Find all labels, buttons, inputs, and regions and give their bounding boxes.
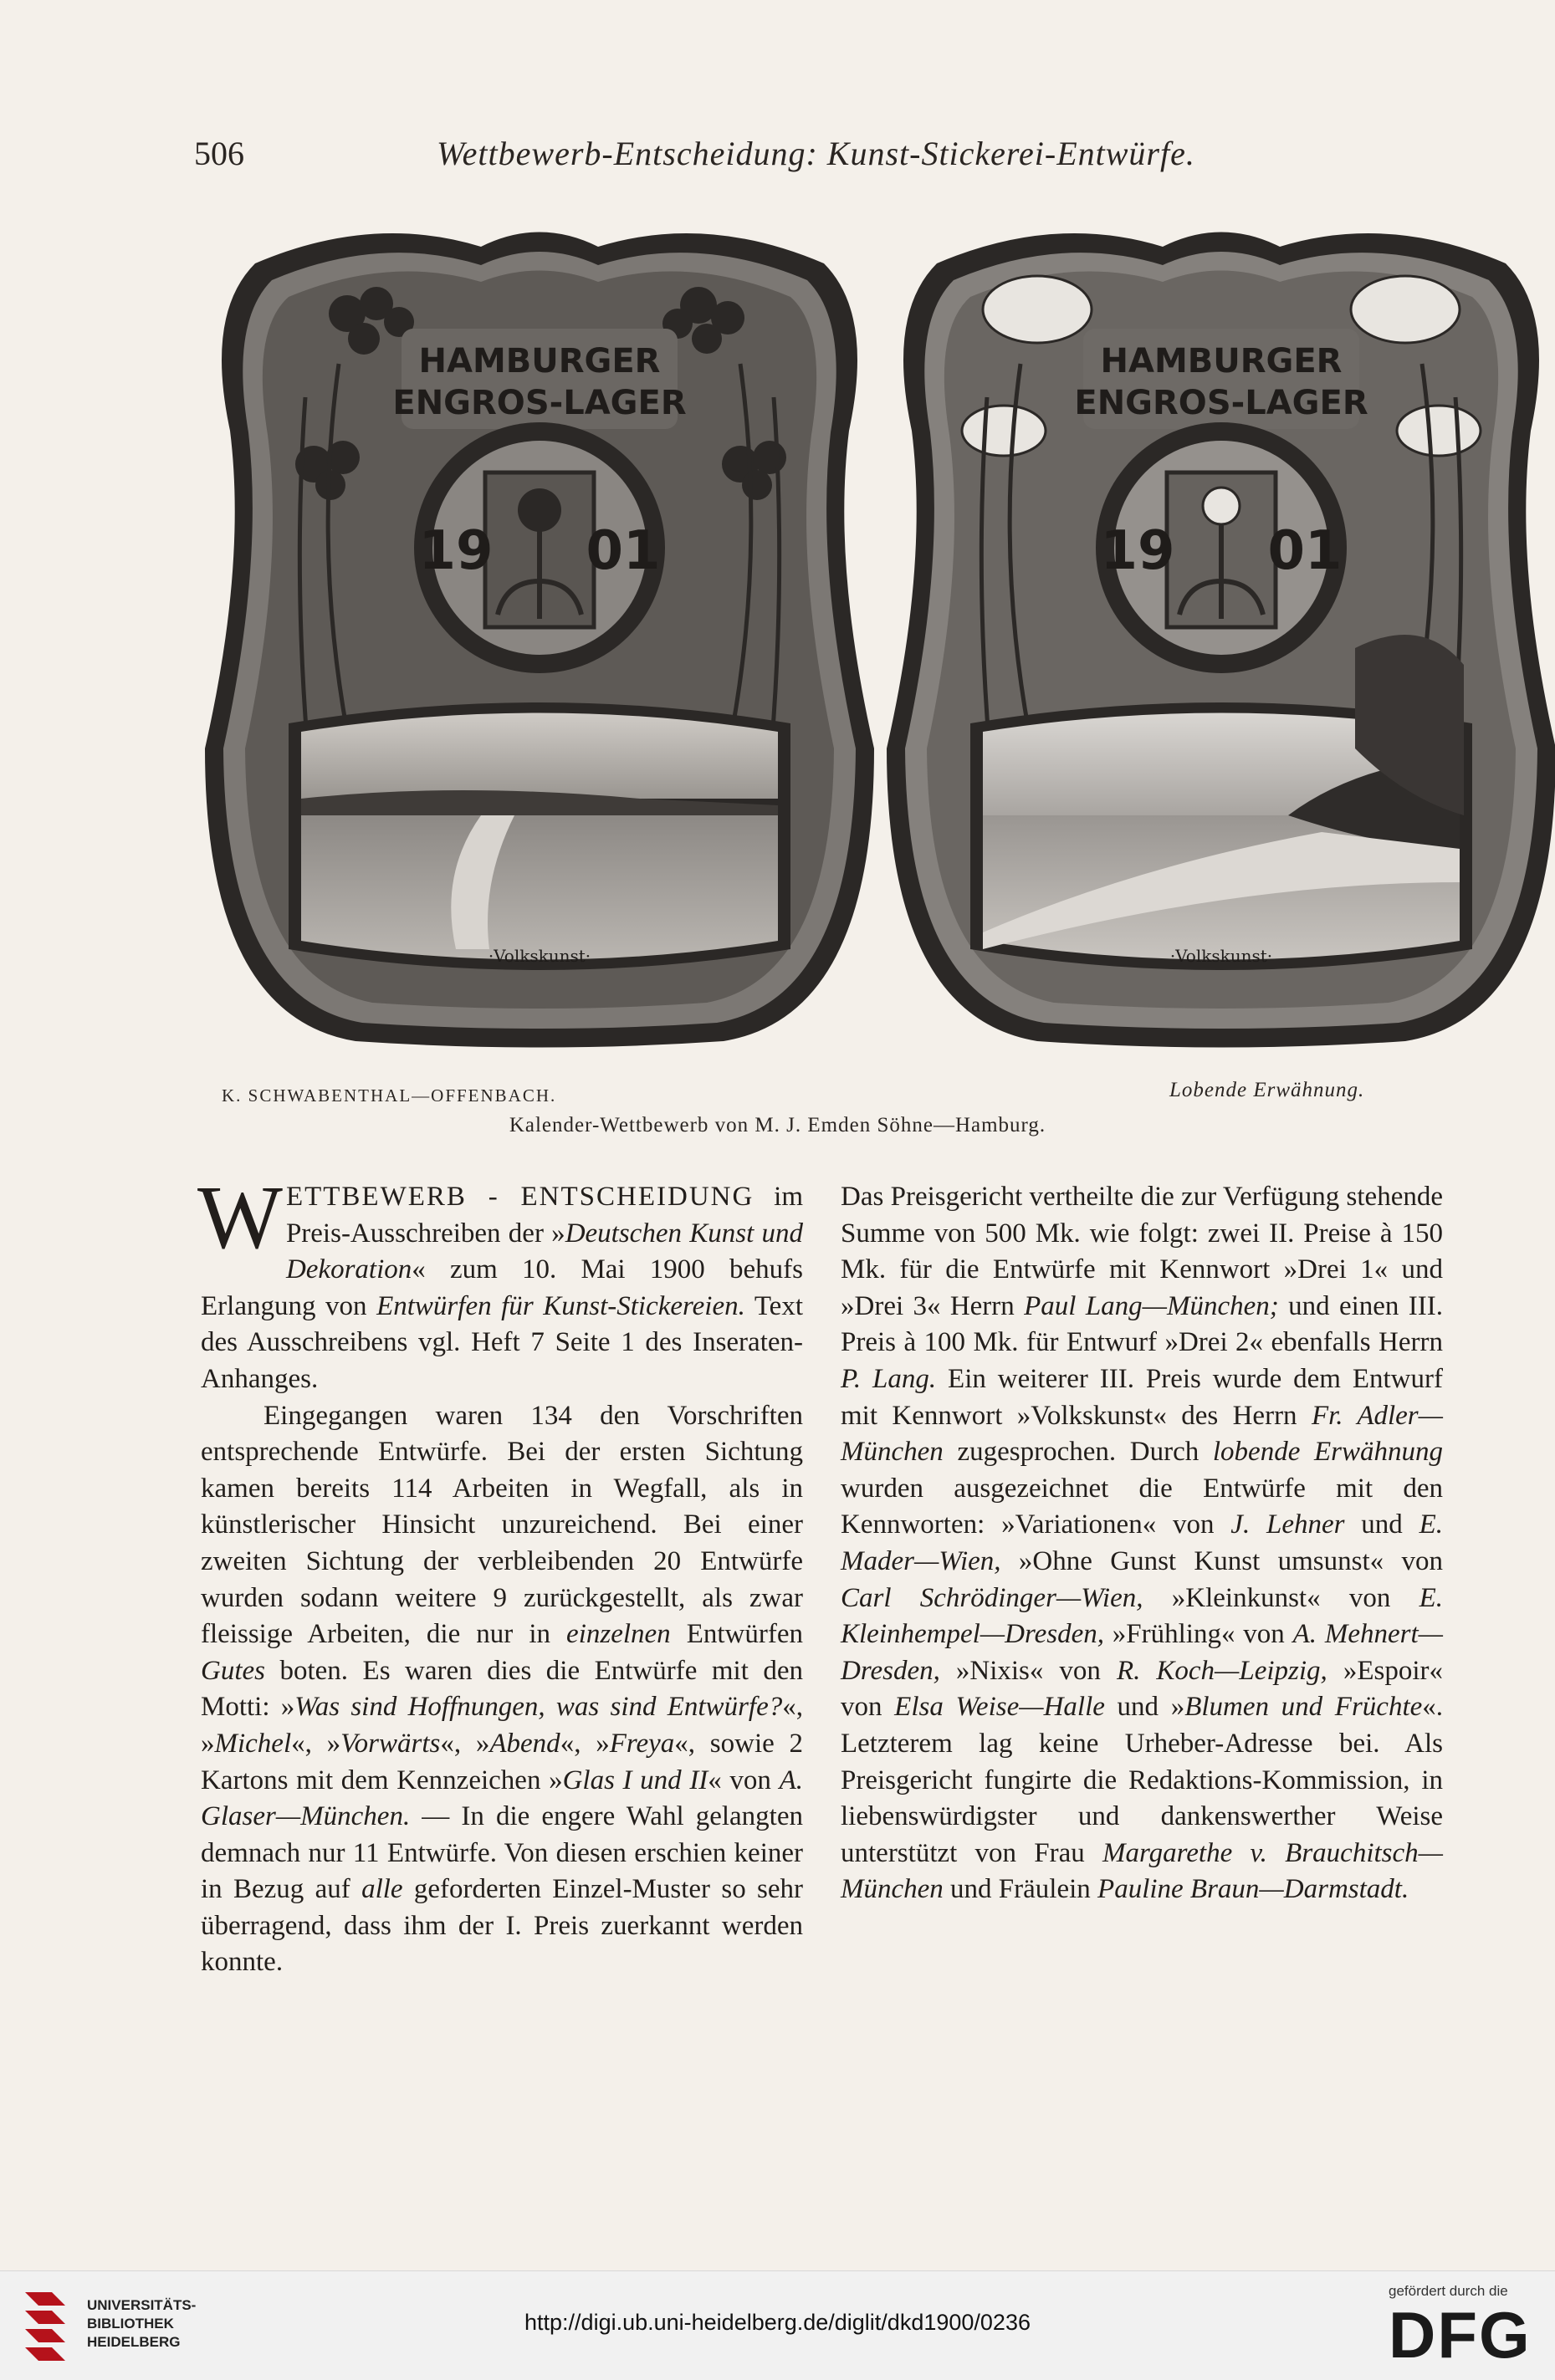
calendar-illustration-right [887,213,1555,1050]
text-run-italic: Abend [489,1728,560,1759]
page-number: 506 [194,135,244,172]
text-run: und einen III. Preis à 100 Mk. für Entwurf »Drei 2« ebenfalls Herrn [841,1290,1443,1358]
text-run: «, » [560,1728,610,1759]
text-run-italic: Entwürfen für Kunst-Stickereien. [376,1290,745,1321]
text-run-italic: einzelnen [566,1619,671,1650]
text-run-italic: Margarethe v. Brauchitsch—München [841,1837,1443,1905]
calendar-illustration-left [205,213,874,1050]
text-run: «, » [440,1728,490,1759]
text-run: geforderten Einzel-Muster so sehr überragend, dass ihm der I. Preis zuerkannt werden konnte. [201,1874,804,1978]
text-run: — In die engere Wahl gelangten demnach nur 11 Entwürfe. Von diesen erschien keiner in Bezug auf [201,1801,803,1905]
text-run-italic: Gutes [201,1655,265,1686]
text-run: Eingegangen waren 134 den Vorschriften entsprechende Entwürfe. Bei der ersten Sichtung kamen bereits 114 Arbeiten in Wegfall, als in künstlerischer Hinsicht unzureichend. Bei einer zweiten Sichtung der verbleibenden 20 Entwürfe wurden sodann weitere 9 zurückgestellt, als zwar fleissige Arbeiten, die nur in [201,1400,803,1650]
text-run-italic: Blumen und Früchte [1184,1692,1423,1723]
text-run-italic: Was sind Hoffnungen, was sind Entwürfe? [294,1692,783,1723]
text-run-italic: J. Lehner [1230,1509,1345,1540]
text-run-italic: Glas I und II [562,1765,708,1795]
text-run: »Espoir« von [841,1655,1443,1723]
text-run: »Frühling« von [1103,1619,1293,1650]
text-run: « von [708,1765,780,1795]
text-run-italic: lobende Erwähnung [1212,1437,1443,1468]
text-run: «, sowie 2 Kartons mit dem Kennzeichen » [201,1728,804,1795]
text-run-italic: E. Kleinhempel—Dresden, [841,1582,1443,1650]
text-run: Das Preisgericht vertheilte die zur Verfügung stehende Summe von 500 Mk. wie folgt: zwei II. Preise à 150 Mk. für die Entwürfe mit Kennwort »Drei 1« und »Drei 3« Herrn [841,1182,1443,1321]
caption-author: K. SCHWABENTHAL—OFFENBACH. [222,1085,557,1106]
text-run-italic: Deutschen Kunst und Dekoration [285,1218,803,1285]
text-run: »Nixis« von [939,1655,1117,1686]
text-run: Entwürfen [670,1619,803,1650]
text-run: «, » [291,1728,341,1759]
plate-right-title-1: HAMBURGER [1100,342,1343,380]
text-run: Ein weiterer III. Preis wurde dem Entwurf mit Kennwort »Volkskunst« des Herrn [841,1363,1443,1431]
text-run: Text des Ausschreibens vgl. Heft 7 Seite 1 des Inseraten-Anhanges. [201,1290,803,1394]
text-run-italic: Carl Schrödinger—Wien, [841,1582,1143,1613]
text-run: »Ohne Gunst Kunst umsunst« von [1000,1545,1443,1576]
text-run: und Fräulein [943,1874,1098,1905]
text-run: und [1344,1509,1419,1540]
library-name-line: UNIVERSITÄTS- [87,2297,197,2313]
text-run: «. Letzterem lag keine Urheber-Adresse bei. Als Preisgericht fungirte die Redaktions-Kommission, in liebenswürdigster und dankenswerther Weise unterstützt von Frau [841,1692,1444,1868]
text-run-italic: P. Lang. [841,1363,937,1394]
caption-mention: Lobende Erwähnung. [1169,1079,1365,1101]
text-run-italic: Elsa Weise—Halle [894,1692,1105,1723]
library-name-line: BIBLIOTHEK [87,2316,174,2331]
running-head [194,134,1399,184]
text-run-italic: alle [361,1874,403,1905]
drop-cap: W [197,1168,283,1268]
text-run-italic: A. Mehnert—Dresden, [841,1619,1443,1686]
article-column-right [841,1179,1443,1908]
text-run: und » [1104,1692,1185,1723]
plate-left-title-2: ENGROS-LAGER [392,384,687,422]
plate-right-year-left: 19 [1100,520,1175,582]
text-run: im Preis-Ausschreiben der » [285,1182,803,1249]
text-run: «, » [201,1692,803,1759]
calendar-plate-left [205,213,874,1050]
plate-right-motto: ·Volkskunst· [1169,946,1273,966]
text-run-italic: Freya [609,1728,675,1759]
text-run-italic: Pauline Braun—Darmstadt. [1097,1874,1409,1905]
plate-left-motto: ·Volkskunst· [488,946,591,966]
article-heading: ETTBEWERB - ENTSCHEIDUNG [285,1182,754,1212]
text-run: wurden ausgezeichnet die Entwürfe mit den Kennworten: »Variationen« von [841,1473,1443,1540]
plate-right-title-2: ENGROS-LAGER [1074,384,1368,422]
text-run: boten. Es waren dies die Entwürfe mit den Motti: » [201,1655,803,1723]
text-run: « zum 10. Mai 1900 behufs Erlangung von [201,1254,803,1321]
text-run-italic: Paul Lang—München; [1024,1290,1279,1321]
text-run-italic: Vorwärts [340,1728,441,1759]
text-run: zugesprochen. Durch [943,1437,1213,1468]
text-run-italic: A. Glaser—München. [201,1765,803,1832]
library-name-line: HEIDELBERG [87,2334,181,2350]
plate-left-title-1: HAMBURGER [418,342,661,380]
plate-right-year-right: 01 [1267,520,1343,582]
source-url-link[interactable]: http://digi.ub.uni-heidelberg.de/diglit/dkd1900/0236 [524,2310,1031,2335]
plate-left-year-left: 19 [418,520,494,582]
footer-bar [0,2270,1555,2380]
text-run-italic: Michel [214,1728,292,1759]
dfg-logo: DFG [1389,2298,1532,2372]
text-run: »Kleinkunst« von [1143,1582,1419,1613]
caption-competition: Kalender-Wettbewerb von M. J. Emden Söhne—Hamburg. [509,1114,1046,1136]
article-column-left [197,1168,804,1981]
text-run-italic: Fr. Adler—München [841,1400,1443,1468]
text-run-italic: E. Mader—Wien, [841,1509,1443,1576]
plate-left-year-right: 01 [586,520,661,582]
funding-note: gefördert durch die [1389,2283,1508,2299]
running-title: Wettbewerb-Entscheidung: Kunst-Stickerei-Entwürfe. [437,135,1195,172]
calendar-plate-right [887,213,1555,1050]
text-run-italic: R. Koch—Leipzig, [1116,1655,1327,1686]
